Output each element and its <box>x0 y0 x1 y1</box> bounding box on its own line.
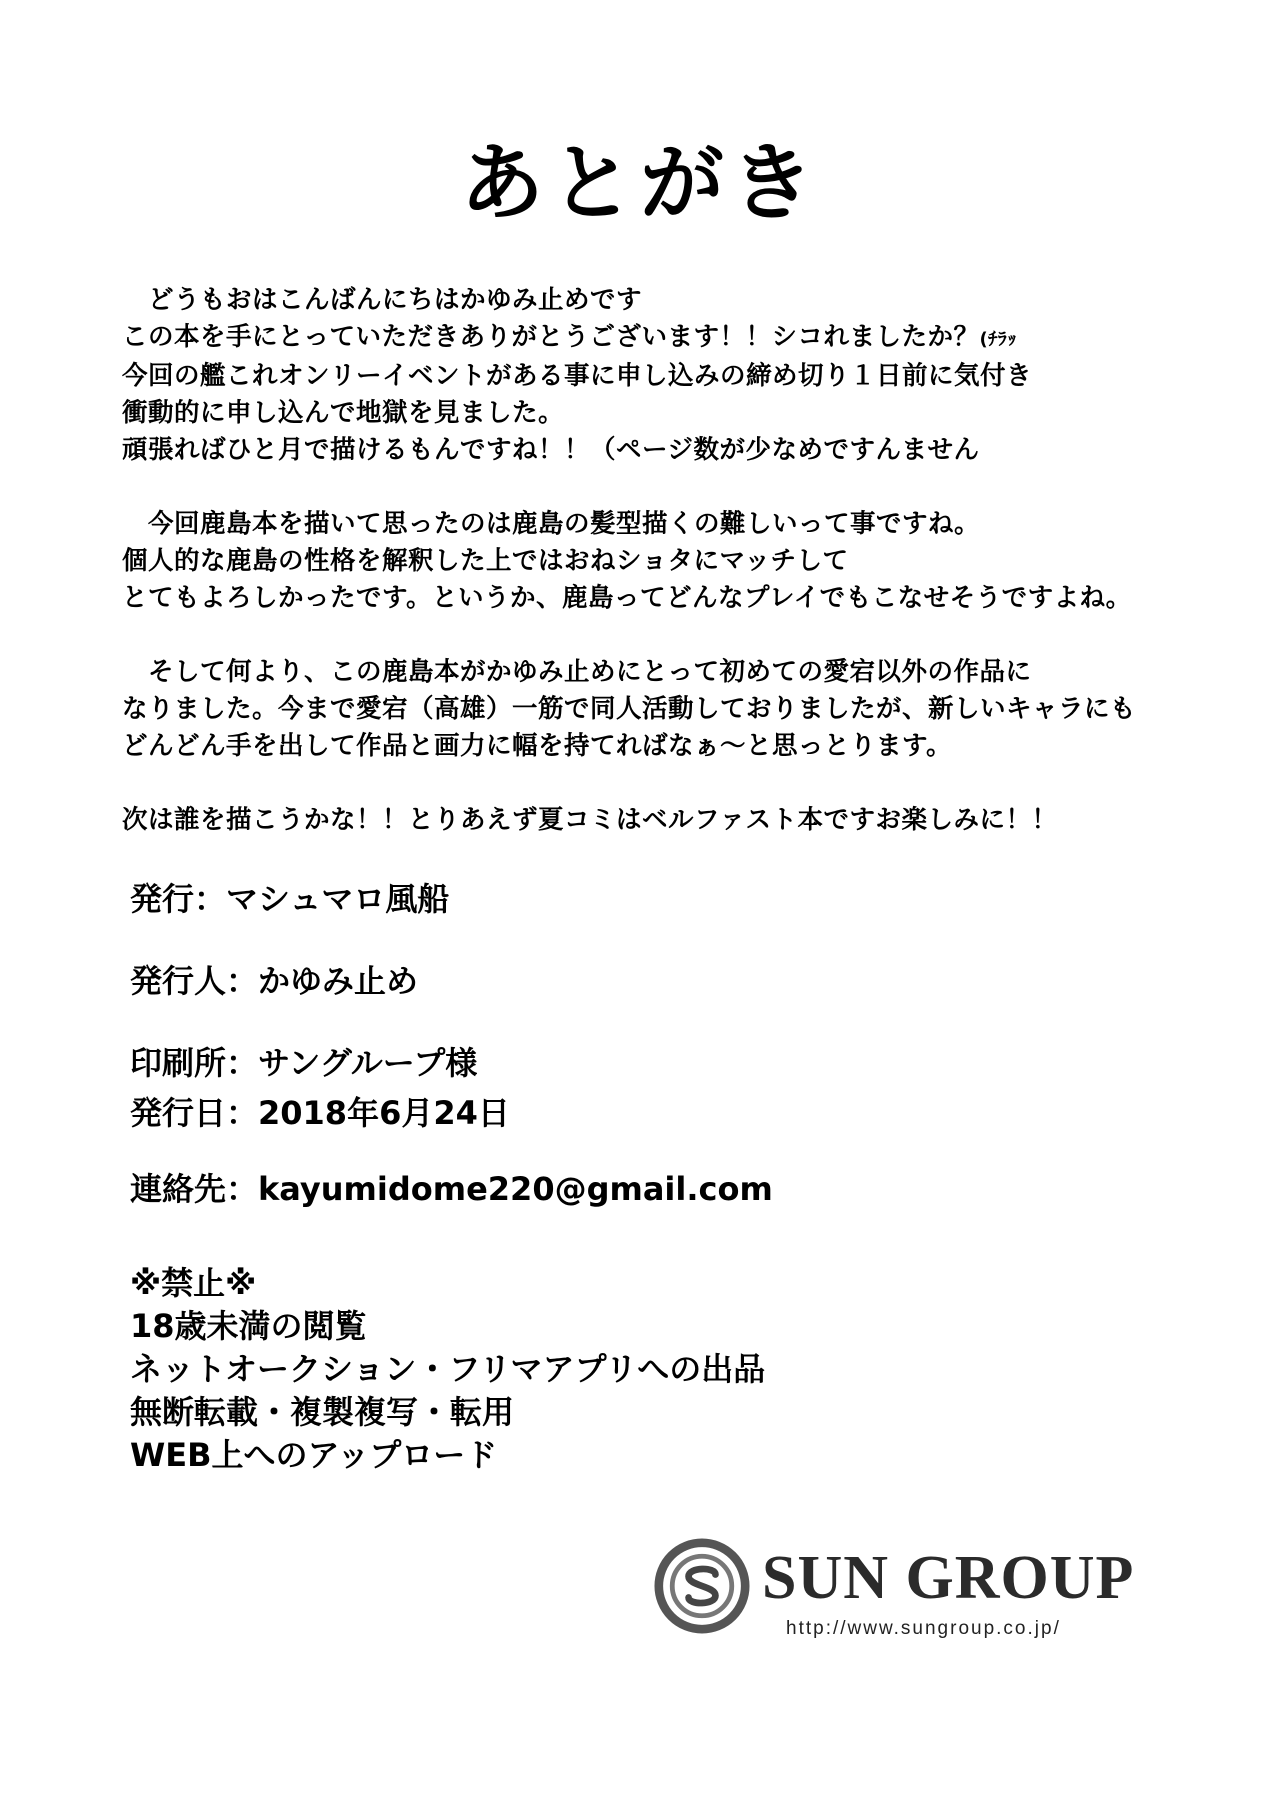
prohibition-item: WEB上へのアップロード <box>130 1436 498 1474</box>
prohibition-item: 無断転載・複製複写・転用 <box>130 1393 515 1431</box>
logo-name: SUN GROUP <box>762 1544 1135 1612</box>
afterword-aside: (ﾁﾗｯ <box>979 329 1017 350</box>
afterword-paragraph-1 <box>122 282 1182 469</box>
afterword-paragraph-3 <box>122 654 1182 765</box>
afterword-line: とてもよろしかったです。というか、鹿島ってどんなプレイでもこなせそうですよね。 <box>122 583 1132 613</box>
contact-line: 連絡先：kayumidome220@gmail.com <box>130 1170 773 1208</box>
prohibition-item: 18歳未満の閲覧 <box>130 1307 367 1345</box>
afterword-line: どんどん手を出して作品と画力に幅を持てればなぁ〜と思っとります。 <box>122 731 952 761</box>
issuer-line: 発行人：かゆみ止め <box>130 962 419 1000</box>
prohibition-item: ネットオークション・フリマアプリへの出品 <box>130 1350 766 1388</box>
colophon-info <box>130 874 1030 1214</box>
publish-date-line: 発行日：2018年6月24日 <box>130 1094 510 1132</box>
publisher-line: 発行：マシュマロ風船 <box>130 880 450 918</box>
afterword-line <box>122 319 1182 358</box>
afterword-paragraph-2 <box>122 506 1182 617</box>
afterword-line: なりました。今まで愛宕（高雄）一筋で同人活動しておりましたが、新しいキャラにも <box>122 694 1137 724</box>
printer-line: 印刷所：サングループ様 <box>130 1044 478 1082</box>
afterword-line: 次は誰を描こうかな！！とりあえず夏コミはベルファスト本ですお楽しみに！！ <box>122 805 1058 835</box>
afterword-paragraph-4 <box>122 802 1182 839</box>
afterword-line: 頑張ればひと月で描けるもんですね！！（ページ数が少なめですんません <box>122 435 980 465</box>
page-title: あとがき <box>459 134 820 232</box>
afterword-line-text: この本を手にとっていただきありがとうございます！！シコれましたか？ <box>122 322 980 352</box>
afterword-line: どうもおはこんばんにちはかゆみ止めです <box>122 285 643 315</box>
afterword-line: 衝動的に申し込んで地獄を見ました。 <box>122 398 565 428</box>
logo-url: http://www.sungroup.co.jp/ <box>786 1618 1061 1639</box>
afterword-line: そして何より、この鹿島本がかゆみ止めにとって初めての愛宕以外の作品に <box>122 657 1032 687</box>
prohibitions <box>130 1262 1030 1477</box>
afterword-line: 個人的な鹿島の性格を解釈した上ではおねショタにマッチして <box>122 546 849 576</box>
afterword-body <box>122 282 1182 876</box>
afterword-line: 今回鹿島本を描いて思ったのは鹿島の髪型描くの難しいって事ですね。 <box>122 509 981 539</box>
printer-logo <box>650 1530 1170 1650</box>
prohibitions-heading: ※禁止※ <box>130 1264 257 1302</box>
sungroup-logo-icon <box>654 1538 750 1634</box>
afterword-line: 今回の艦これオンリーイベントがある事に申し込みの締め切り１日前に気付き <box>122 361 1033 391</box>
